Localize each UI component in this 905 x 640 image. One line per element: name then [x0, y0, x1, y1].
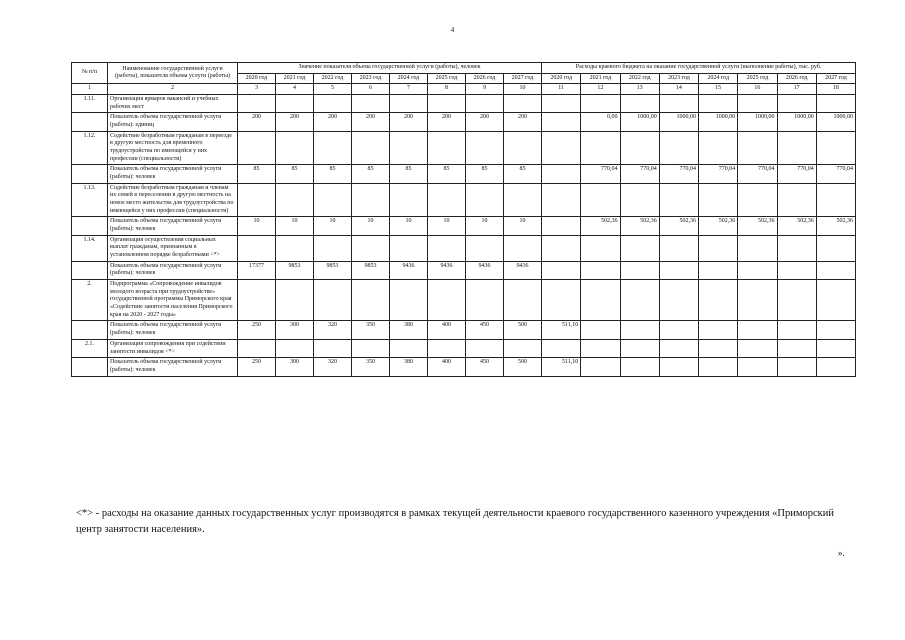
expenses-year-header: 2023 год [659, 73, 698, 84]
table-row [72, 183, 856, 217]
volume-cell: 500 [504, 321, 542, 339]
volume-cell [428, 280, 466, 321]
expense-cell [777, 261, 816, 279]
expense-cell [542, 165, 581, 183]
volume-cell [504, 339, 542, 357]
expense-cell [620, 321, 659, 339]
expense-cell: 511,10 [542, 321, 581, 339]
volume-cell [466, 131, 504, 165]
expense-cell [816, 339, 855, 357]
row-name: Показатель объема государственной услуги (работы): человек [108, 217, 238, 235]
column-number: 5 [314, 84, 352, 95]
volume-cell: 85 [504, 165, 542, 183]
expense-cell [777, 358, 816, 376]
volume-cell [466, 183, 504, 217]
volume-cell: 250 [238, 358, 276, 376]
volume-cell [314, 131, 352, 165]
expense-cell: 1000,00 [738, 113, 777, 131]
volume-cell [276, 339, 314, 357]
expense-cell: 1000,00 [699, 113, 738, 131]
volume-cell [352, 95, 390, 113]
services-table [71, 62, 856, 377]
volume-cell: 85 [238, 165, 276, 183]
expense-cell [659, 235, 698, 261]
volume-cell: 9853 [352, 261, 390, 279]
volume-cell: 350 [352, 321, 390, 339]
expense-cell: 502,36 [777, 217, 816, 235]
row-number [72, 358, 108, 376]
expense-cell [542, 183, 581, 217]
volume-cell: 9436 [390, 261, 428, 279]
volume-year-header: 2022 год [314, 73, 352, 84]
column-number: 13 [620, 84, 659, 95]
volume-year-header: 2020 год [238, 73, 276, 84]
volume-cell: 350 [352, 358, 390, 376]
volume-cell: 400 [428, 358, 466, 376]
volume-cell: 9853 [276, 261, 314, 279]
expense-cell [620, 261, 659, 279]
header-row-column-numbers [72, 84, 856, 95]
volume-year-header: 2024 год [390, 73, 428, 84]
row-name: Организация сопровождения при содействии занятости инвалидов <*> [108, 339, 238, 357]
row-name: Содействие безработным гражданам и членам их семей в переселении в другую местность на новое место жительства для трудоустройства по имеющейся у них профессии (специальности) [108, 183, 238, 217]
column-number: 15 [699, 84, 738, 95]
volume-cell: 17377 [238, 261, 276, 279]
expense-cell [699, 183, 738, 217]
expense-cell [542, 235, 581, 261]
expense-cell [816, 321, 855, 339]
table-body [72, 95, 856, 377]
volume-cell [390, 280, 428, 321]
table-row [72, 358, 856, 376]
row-number [72, 321, 108, 339]
expense-cell: 502,36 [816, 217, 855, 235]
expense-cell [699, 235, 738, 261]
volume-cell [276, 95, 314, 113]
column-header-name: Наименование государственной услуги (работы), показателя объема услуги (работы) [108, 63, 238, 84]
volume-cell [238, 95, 276, 113]
volume-cell: 10 [238, 217, 276, 235]
expense-cell [699, 339, 738, 357]
volume-cell: 200 [466, 113, 504, 131]
expense-cell [777, 95, 816, 113]
volume-cell [428, 339, 466, 357]
volume-cell: 85 [314, 165, 352, 183]
volume-cell: 200 [352, 113, 390, 131]
volume-cell: 320 [314, 321, 352, 339]
expense-cell [738, 321, 777, 339]
volume-cell: 200 [276, 113, 314, 131]
column-number: 6 [352, 84, 390, 95]
expense-cell [738, 95, 777, 113]
expense-cell [777, 131, 816, 165]
column-number: 14 [659, 84, 698, 95]
volume-cell [276, 131, 314, 165]
volume-cell [466, 280, 504, 321]
row-name: Показатель объема государственной услуги (работы): человек [108, 261, 238, 279]
volume-cell: 450 [466, 358, 504, 376]
volume-cell [314, 339, 352, 357]
expense-cell: 502,36 [581, 217, 620, 235]
column-number: 8 [428, 84, 466, 95]
expense-cell [777, 235, 816, 261]
column-number: 9 [466, 84, 504, 95]
volume-cell: 380 [390, 321, 428, 339]
volume-cell [352, 280, 390, 321]
row-name: Содействие безработным гражданам в переезде в другую местность для временного трудоустройства по имеющейся у них профессии (специальности) [108, 131, 238, 165]
table-row [72, 321, 856, 339]
row-name: Показатель объема государственной услуги (работы): человек [108, 165, 238, 183]
expense-cell [738, 280, 777, 321]
volume-cell: 450 [466, 321, 504, 339]
expense-cell [659, 280, 698, 321]
expense-cell: 1000,00 [777, 113, 816, 131]
volume-cell: 85 [428, 165, 466, 183]
expense-cell [659, 321, 698, 339]
expense-cell: 511,10 [542, 358, 581, 376]
volume-cell [428, 131, 466, 165]
expense-cell: 502,36 [738, 217, 777, 235]
volume-year-header: 2026 год [466, 73, 504, 84]
expense-cell [542, 131, 581, 165]
expense-cell [620, 95, 659, 113]
volume-cell [504, 183, 542, 217]
volume-cell [428, 95, 466, 113]
column-number: 12 [581, 84, 620, 95]
row-name: Организация осуществления социальных выплат гражданам, признанным в установленном порядке безработными <*> [108, 235, 238, 261]
row-number: 2.1. [72, 339, 108, 357]
column-number: 4 [276, 84, 314, 95]
expense-cell: 502,36 [620, 217, 659, 235]
expense-cell [581, 280, 620, 321]
volume-cell [276, 183, 314, 217]
volume-year-header: 2025 год [428, 73, 466, 84]
row-name: Подпрограмма «Сопровождение инвалидов молодого возраста при трудоустройстве» государственной программы Приморского края «Содействие занятости населения Приморского края на 2020 - 2027 годы» [108, 280, 238, 321]
row-number [72, 165, 108, 183]
volume-cell [390, 183, 428, 217]
column-number: 17 [777, 84, 816, 95]
expense-cell [659, 261, 698, 279]
column-group-expenses: Расходы краевого бюджета на оказание государственной услуги (выполнение работы), тыс. руб. [542, 63, 856, 74]
expense-cell [581, 321, 620, 339]
expense-cell [542, 217, 581, 235]
expense-cell: 770,04 [777, 165, 816, 183]
volume-cell [504, 95, 542, 113]
table-row [72, 280, 856, 321]
expense-cell [542, 113, 581, 131]
expense-cell: 770,04 [738, 165, 777, 183]
volume-cell: 320 [314, 358, 352, 376]
volume-cell [466, 95, 504, 113]
row-name: Организация ярмарок вакансий и учебных рабочих мест [108, 95, 238, 113]
column-number: 10 [504, 84, 542, 95]
table-row [72, 217, 856, 235]
table-row [72, 235, 856, 261]
row-number [72, 217, 108, 235]
volume-cell: 9436 [466, 261, 504, 279]
volume-cell: 10 [314, 217, 352, 235]
expense-cell [816, 280, 855, 321]
expense-cell [699, 131, 738, 165]
page-number: 4 [450, 26, 455, 34]
volume-cell [428, 183, 466, 217]
volume-cell: 10 [466, 217, 504, 235]
volume-cell: 400 [428, 321, 466, 339]
expense-cell [816, 183, 855, 217]
expense-cell [659, 183, 698, 217]
volume-cell: 300 [276, 358, 314, 376]
volume-cell [390, 131, 428, 165]
row-number [72, 261, 108, 279]
expense-cell: 770,04 [816, 165, 855, 183]
volume-cell: 10 [390, 217, 428, 235]
volume-cell [352, 339, 390, 357]
volume-cell: 85 [352, 165, 390, 183]
volume-cell [466, 339, 504, 357]
expense-cell [699, 95, 738, 113]
volume-cell: 85 [276, 165, 314, 183]
footnote: <*> - расходы на оказание данных государственных услуг производятся в рамках текущей деятельности краевого государственного казенного учреждения «Приморский центр занятости населения». [76, 508, 835, 536]
volume-cell [504, 235, 542, 261]
expense-cell: 1000,00 [620, 113, 659, 131]
volume-cell: 85 [466, 165, 504, 183]
expense-cell [816, 131, 855, 165]
volume-year-header: 2027 год [504, 73, 542, 84]
volume-cell [238, 131, 276, 165]
volume-cell [504, 131, 542, 165]
expense-cell: 502,36 [699, 217, 738, 235]
expense-cell [620, 131, 659, 165]
column-number: 18 [816, 84, 855, 95]
volume-cell [276, 280, 314, 321]
row-number: 1.14. [72, 235, 108, 261]
volume-cell: 380 [390, 358, 428, 376]
expense-cell [659, 131, 698, 165]
volume-cell: 85 [390, 165, 428, 183]
expense-cell [581, 95, 620, 113]
volume-cell [352, 235, 390, 261]
volume-cell: 9853 [314, 261, 352, 279]
volume-cell: 10 [428, 217, 466, 235]
expense-cell [659, 339, 698, 357]
table-row [72, 95, 856, 113]
volume-cell: 200 [238, 113, 276, 131]
expense-cell [620, 183, 659, 217]
volume-cell: 300 [276, 321, 314, 339]
expenses-year-header: 2020 год [542, 73, 581, 84]
expense-cell [581, 358, 620, 376]
expenses-year-header: 2022 год [620, 73, 659, 84]
expense-cell [699, 358, 738, 376]
volume-cell [466, 235, 504, 261]
volume-cell: 10 [352, 217, 390, 235]
volume-cell [390, 339, 428, 357]
expense-cell [581, 339, 620, 357]
expense-cell [699, 321, 738, 339]
volume-year-header: 2023 год [352, 73, 390, 84]
expense-cell [542, 95, 581, 113]
expense-cell [777, 321, 816, 339]
expense-cell [620, 280, 659, 321]
expense-cell [659, 358, 698, 376]
expense-cell [738, 183, 777, 217]
volume-cell: 200 [504, 113, 542, 131]
expense-cell: 770,04 [581, 165, 620, 183]
column-number: 7 [390, 84, 428, 95]
column-number: 11 [542, 84, 581, 95]
expense-cell [581, 235, 620, 261]
volume-cell: 9436 [504, 261, 542, 279]
expense-cell [816, 261, 855, 279]
expense-cell [542, 261, 581, 279]
volume-cell [314, 183, 352, 217]
expense-cell [777, 280, 816, 321]
expenses-year-header: 2024 год [699, 73, 738, 84]
volume-cell [238, 235, 276, 261]
expense-cell [581, 261, 620, 279]
header-row-1 [72, 63, 856, 74]
expenses-year-header: 2021 год [581, 73, 620, 84]
table-row [72, 339, 856, 357]
volume-year-header: 2021 год [276, 73, 314, 84]
volume-cell [314, 235, 352, 261]
volume-cell: 10 [276, 217, 314, 235]
expense-cell [699, 280, 738, 321]
volume-cell [504, 280, 542, 321]
volume-cell: 250 [238, 321, 276, 339]
expense-cell: 770,04 [699, 165, 738, 183]
expense-cell [816, 235, 855, 261]
volume-cell [238, 339, 276, 357]
expense-cell [738, 131, 777, 165]
volume-cell [314, 95, 352, 113]
volume-cell [314, 280, 352, 321]
column-number: 1 [72, 84, 108, 95]
closing-mark: ». [838, 548, 845, 558]
expense-cell [542, 280, 581, 321]
volume-cell [352, 183, 390, 217]
row-number: 1.12. [72, 131, 108, 165]
volume-cell: 200 [428, 113, 466, 131]
volume-cell: 200 [314, 113, 352, 131]
expense-cell [738, 339, 777, 357]
volume-cell [238, 280, 276, 321]
row-name: Показатель объема государственной услуги (работы): человек [108, 321, 238, 339]
row-number: 1.13. [72, 183, 108, 217]
expense-cell [542, 339, 581, 357]
expense-cell [816, 358, 855, 376]
expenses-year-header: 2026 год [777, 73, 816, 84]
table-row [72, 261, 856, 279]
expense-cell: 1000,00 [659, 113, 698, 131]
expense-cell [699, 261, 738, 279]
row-name: Показатель объема государственной услуги (работы): человек [108, 358, 238, 376]
expense-cell [620, 235, 659, 261]
column-number: 2 [108, 84, 238, 95]
volume-cell [390, 235, 428, 261]
volume-cell [276, 235, 314, 261]
expenses-year-header: 2027 год [816, 73, 855, 84]
expense-cell [581, 131, 620, 165]
expense-cell [777, 339, 816, 357]
expense-cell [620, 339, 659, 357]
volume-cell [238, 183, 276, 217]
volume-cell: 200 [390, 113, 428, 131]
table-row [72, 131, 856, 165]
column-number: 3 [238, 84, 276, 95]
row-number [72, 113, 108, 131]
expense-cell [777, 183, 816, 217]
expense-cell [738, 358, 777, 376]
volume-cell [428, 235, 466, 261]
expense-cell: 0,00 [581, 113, 620, 131]
expense-cell: 770,04 [659, 165, 698, 183]
volume-cell: 500 [504, 358, 542, 376]
column-header-number: № п/п [72, 63, 108, 84]
expense-cell [738, 235, 777, 261]
row-number: 2. [72, 280, 108, 321]
expense-cell: 502,36 [659, 217, 698, 235]
expense-cell [581, 183, 620, 217]
row-name: Показатель объема государственной услуги (работы): единиц [108, 113, 238, 131]
table-row [72, 165, 856, 183]
expense-cell [659, 95, 698, 113]
volume-cell [390, 95, 428, 113]
expense-cell: 1000,00 [816, 113, 855, 131]
table-row [72, 113, 856, 131]
volume-cell: 9436 [428, 261, 466, 279]
volume-cell [352, 131, 390, 165]
expense-cell: 770,04 [620, 165, 659, 183]
volume-cell: 10 [504, 217, 542, 235]
expenses-year-header: 2025 год [738, 73, 777, 84]
expense-cell [620, 358, 659, 376]
column-number: 16 [738, 84, 777, 95]
column-group-volume: Значение показателя объема государственной услуги (работы), человек [238, 63, 542, 74]
expense-cell [738, 261, 777, 279]
expense-cell [816, 95, 855, 113]
row-number: 1.11. [72, 95, 108, 113]
